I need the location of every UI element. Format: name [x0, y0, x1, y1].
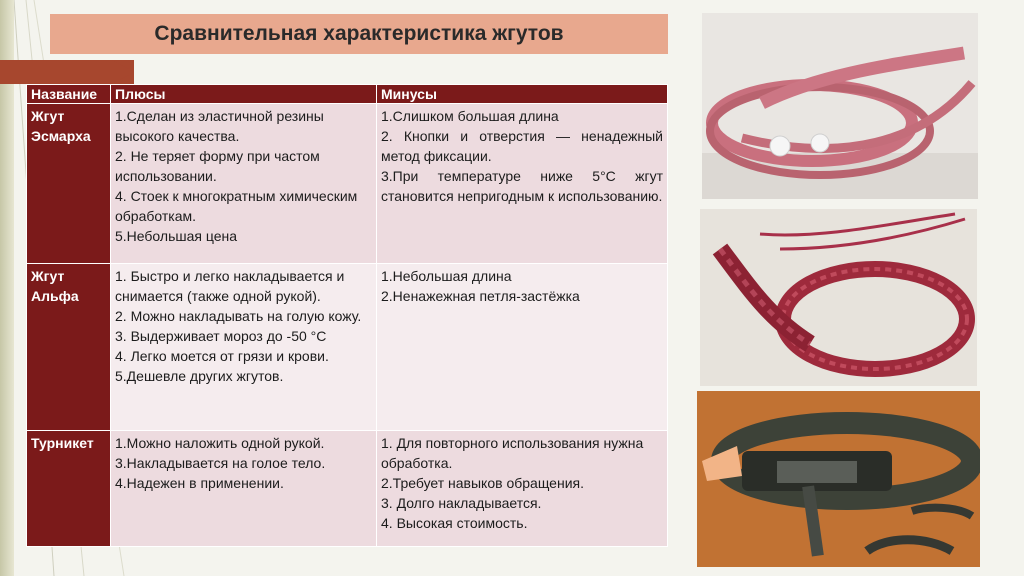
pros-item: 4. Легко моется от грязи и крови.	[115, 348, 329, 364]
pros-item: 4. Стоек к многократным химическим обработкам.	[115, 188, 358, 224]
table-row	[27, 104, 668, 264]
cons-item: 2.Требует навыков обращения.	[381, 475, 584, 491]
pros-item: 4.Надежен в применении.	[115, 475, 284, 491]
page-title: Сравнительная характеристика жгутов	[154, 22, 564, 45]
cons-cell	[377, 431, 668, 547]
column-header-name: Название	[27, 85, 111, 104]
table-header-row	[27, 85, 668, 104]
cons-item: 2.Ненажежная петля-застёжка	[381, 288, 580, 304]
cons-cell	[377, 264, 668, 431]
cons-item: 3.При температуре ниже 5°C жгут становится непригодным к использованию.	[381, 168, 663, 204]
pros-item: 5.Небольшая цена	[115, 228, 238, 244]
cons-item: 1. Для повторного использования нужна обработка.	[381, 435, 644, 471]
alpha-tourniquet-photo	[700, 209, 977, 386]
pros-item: 1.Сделан из эластичной резины высокого качества.	[115, 108, 324, 144]
table-row	[27, 431, 668, 547]
pros-item: 2. Не теряет форму при частом использовании.	[115, 148, 320, 184]
cons-item: 3. Долго накладывается.	[381, 495, 542, 511]
pros-item: 1. Быстро и легко накладывается и снимается (также одной рукой).	[115, 268, 345, 304]
row-name: Жгут Альфа	[27, 264, 111, 431]
pros-item: 2. Можно накладывать на голую кожу.	[115, 308, 362, 324]
pros-item: 3.Накладывается на голое тело.	[115, 455, 326, 471]
column-header-pros: Плюсы	[111, 85, 377, 104]
pros-cell	[111, 431, 377, 547]
column-header-cons: Минусы	[377, 85, 668, 104]
cons-item: 2. Кнопки и отверстия — ненадежный метод фиксации.	[381, 128, 663, 164]
pros-item: 5.Дешевле других жгутов.	[115, 368, 284, 384]
pros-item: 1.Можно наложить одной рукой.	[115, 435, 325, 451]
row-name: Турникет	[27, 431, 111, 547]
table-row	[27, 264, 668, 431]
cons-item: 4. Высокая стоимость.	[381, 515, 528, 531]
cons-item: 1.Небольшая длина	[381, 268, 512, 284]
esmarch-tourniquet-photo	[702, 13, 978, 199]
pros-cell	[111, 104, 377, 264]
pros-item: 3. Выдерживает мороз до -50 °C	[115, 328, 327, 344]
row-name: Жгут Эсмарха	[27, 104, 111, 264]
pros-cell	[111, 264, 377, 431]
left-decor-strip	[0, 0, 14, 576]
header-ribbon-tip	[112, 60, 134, 84]
cons-item: 1.Слишком большая длина	[381, 108, 559, 124]
turniquet-photo	[697, 391, 980, 567]
comparison-table	[26, 84, 668, 547]
title-banner	[50, 14, 668, 54]
cons-cell	[377, 104, 668, 264]
